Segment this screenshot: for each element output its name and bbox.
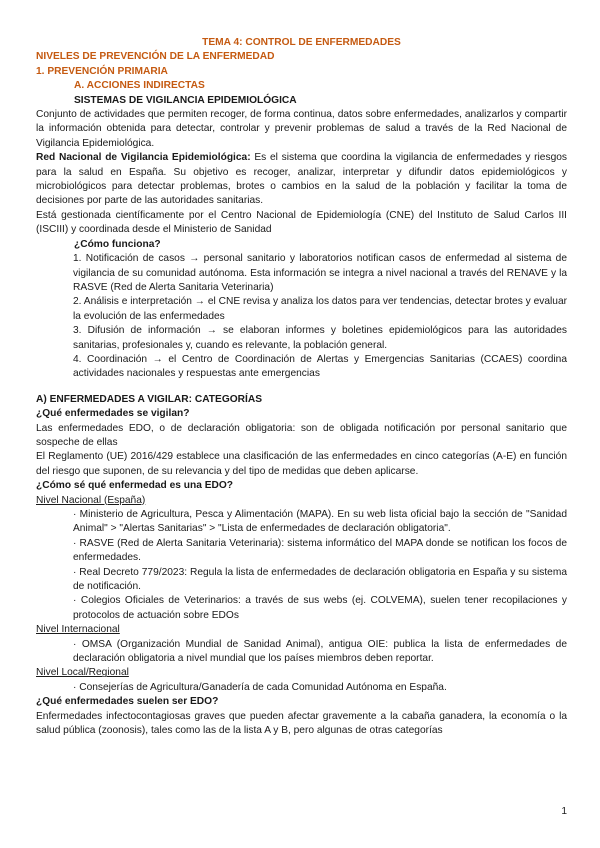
- renave-paragraph: [36, 151, 567, 209]
- step-item: 1. Notificación de casos → personal sanitario y laboratorios notifican casos de enfermedad al sistema de vigilancia de su comunidad autónoma. Esta información se integra a nivel nacional a través del RENAVE y la RASVE (Red de Alerta Sanitaria Veterinaria): [73, 253, 567, 293]
- list-item: · Consejerías de Agricultura/Ganadería de cada Comunidad Autónoma en España.: [73, 681, 447, 693]
- heading-prevencion-primaria: 1. PREVENCIÓN PRIMARIA: [36, 65, 168, 77]
- question-que-suelen: ¿Qué enfermedades suelen ser EDO?: [36, 696, 219, 708]
- question-que-enfermedades: ¿Qué enfermedades se vigilan?: [36, 408, 190, 420]
- heading-enfermedades-vigilar: A) ENFERMEDADES A VIGILAR: CATEGORÍAS: [36, 393, 263, 405]
- list-item: · Ministerio de Agricultura, Pesca y Alimentación (MAPA). En su web lista oficial bajo la sección de "Sanidad Animal" > "Alertas Sanitarias" > "Lista de enfermedades de declaración obligatoria".: [73, 509, 567, 535]
- question-como-se: ¿Cómo sé qué enfermedad es una EDO?: [36, 480, 233, 492]
- heading-vigilancia: SISTEMAS DE VIGILANCIA EPIDEMIOLÓGICA: [74, 94, 297, 106]
- step-item: 2. Análisis e interpretación → el CNE revisa y analiza los datos para ver tendencias, detectar brotes y evaluar la evolución de las enfermedades: [73, 296, 567, 322]
- document-title: TEMA 4: CONTROL DE ENFERMEDADES: [202, 37, 401, 48]
- renave-managed-paragraph: Está gestionada científicamente por el Centro Nacional de Epidemiología (CNE) del Instituto de Salud Carlos III (ISCIII) y coordinada desde el Ministerio de Sanidad: [36, 209, 567, 236]
- step-item: 3. Difusión de información → se elaboran informes y boletines epidemiológicos para las autoridades sanitarias, profesionales y, cuando es relevante, la población general.: [73, 325, 567, 351]
- list-item: · Colegios Oficiales de Veterinarios: a través de sus webs (ej. COLVEMA), suelen tener recopilaciones y protocolos de actuación sobre EDOs: [73, 595, 567, 621]
- label-nivel-nacional: Nivel Nacional (España): [36, 494, 146, 506]
- page-number: 1: [561, 806, 567, 817]
- label-nivel-internacional: Nivel Internacional: [36, 624, 120, 636]
- spacer: [36, 382, 567, 393]
- reglamento-paragraph: El Reglamento (UE) 2016/429 establece una clasificación de las enfermedades en cinco categorías (A-E) en función del riesgo que suponen, de su relevancia y del tipo de medidas que deben aplicarse.: [36, 451, 567, 477]
- infecto-paragraph: Enfermedades infectocontagiosas graves que pueden afectar gravemente a la cabaña ganadera, la economía o la salud pública (zoonosis), tales como las de la lista A y B, pero algunas de otras categorías: [36, 710, 567, 737]
- intro-paragraph: Conjunto de actividades que permiten recoger, de forma continua, datos sobre enfermedades, analizarlos y compartir la información obtenida para detectar, controlar y prevenir problemas de salud a través de la Red Nacional de Vigilancia Epidemiológica.: [36, 109, 567, 149]
- heading-acciones-indirectas: A. ACCIONES INDIRECTAS: [74, 80, 205, 92]
- heading-como-funciona: ¿Cómo funciona?: [74, 238, 161, 250]
- heading-niveles: NIVELES DE PREVENCIÓN DE LA ENFERMEDAD: [36, 51, 275, 63]
- label-nivel-local: Nivel Local/Regional: [36, 667, 129, 679]
- list-item: · Real Decreto 779/2023: Regula la lista de enfermedades de declaración obligatoria en España y su sistema de notificación.: [73, 566, 567, 593]
- step-item: 4. Coordinación → el Centro de Coordinación de Alertas y Emergencias Sanitarias (CCAES) coordina actividades nacionales y respuestas ante emergencias: [73, 353, 567, 380]
- renave-label: Red Nacional de Vigilancia Epidemiológica:: [36, 152, 251, 164]
- list-item: · OMSA (Organización Mundial de Sanidad Animal), antigua OIE: publica la lista de enfermedades de declaración obligatoria a nivel mundial que los países miembros deben reportar.: [73, 638, 567, 665]
- list-item: · RASVE (Red de Alerta Sanitaria Veterinaria): sistema informático del MAPA donde se notifican los focos de enfermedades.: [73, 537, 567, 564]
- edo-paragraph: Las enfermedades EDO, o de declaración obligatoria: son de obligada notificación por personal sanitario que sospeche de ellas: [36, 422, 567, 448]
- renave-text: Es el sistema que coordina la vigilancia de enfermedades y riesgos para la salud en España. Su objetivo es recoger, analizar, interpretar y difundir datos epidemiológicos y microbiológicos para detectar problemas, brotes o cambios en la salud de la población y facilitar la toma de decisiones por parte de las autoridades sanitarias.: [36, 152, 567, 207]
